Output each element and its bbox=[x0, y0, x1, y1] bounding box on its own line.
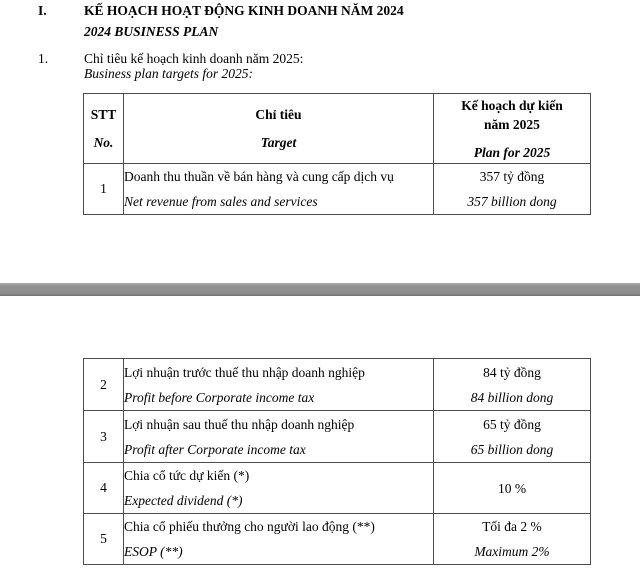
row-value bbox=[434, 411, 591, 463]
header-plan-en: Plan for 2025 bbox=[473, 144, 551, 160]
item-number: 1. bbox=[38, 51, 49, 66]
row-value bbox=[434, 164, 591, 215]
section-title-vi: KẾ HOẠCH HOẠT ĐỘNG KINH DOANH NĂM 2024 bbox=[84, 3, 404, 18]
value-en: 84 billion dong bbox=[470, 389, 554, 405]
header-plan-vi: Kế hoạch dự kiến năm 2025 bbox=[461, 97, 563, 132]
row-number: 4 bbox=[84, 463, 124, 514]
item-title-en-row bbox=[84, 66, 253, 81]
table-header-row bbox=[84, 94, 591, 164]
page-separator bbox=[0, 283, 640, 296]
header-no-en: No. bbox=[93, 135, 114, 150]
target-en: Profit before Corporate income tax bbox=[124, 389, 315, 405]
target-en: ESOP (**) bbox=[124, 544, 183, 559]
value-en: 65 billion dong bbox=[470, 441, 554, 457]
target-vi: Lợi nhuận trước thuế thu nhập doanh nghiệp bbox=[124, 364, 365, 380]
header-cell-target bbox=[124, 94, 434, 164]
header-target-en: Target bbox=[260, 135, 297, 150]
table-row bbox=[84, 514, 591, 565]
row-target bbox=[124, 514, 434, 565]
row-target bbox=[124, 411, 434, 463]
value-en: 357 billion dong bbox=[467, 194, 557, 209]
table-row bbox=[84, 463, 591, 514]
row-number: 1 bbox=[84, 164, 124, 215]
value-vi: 65 tỷ đồng bbox=[483, 416, 541, 432]
value-vi: 84 tỷ đồng bbox=[483, 364, 541, 380]
row-value bbox=[434, 514, 591, 565]
header-cell-plan bbox=[434, 94, 591, 164]
item-heading-row bbox=[38, 51, 303, 66]
row-target bbox=[124, 164, 434, 215]
row-value bbox=[434, 463, 591, 514]
table-row bbox=[84, 359, 591, 411]
target-en: Net revenue from sales and services bbox=[124, 194, 318, 209]
row-target bbox=[124, 463, 434, 514]
section-heading-row bbox=[38, 3, 404, 18]
value-vi: 10 % bbox=[497, 480, 527, 496]
header-target-vi: Chỉ tiêu bbox=[255, 107, 302, 122]
target-vi: Doanh thu thuần về bán hàng và cung cấp dịch vụ bbox=[124, 169, 394, 184]
table-row bbox=[84, 164, 591, 215]
row-value bbox=[434, 359, 591, 411]
row-number: 5 bbox=[84, 514, 124, 565]
row-number: 3 bbox=[84, 411, 124, 463]
header-cell-no bbox=[84, 94, 124, 164]
value-vi: Tối đa 2 % bbox=[482, 519, 542, 534]
business-plan-table-page1 bbox=[83, 93, 591, 215]
value-en: Maximum 2% bbox=[474, 544, 550, 559]
header-no-vi: STT bbox=[90, 107, 117, 122]
item-title-en: Business plan targets for 2025: bbox=[84, 66, 254, 81]
section-title-en: 2024 BUSINESS PLAN bbox=[84, 24, 219, 39]
target-en: Profit after Corporate income tax bbox=[124, 441, 306, 457]
target-vi: Chia cổ tức dự kiến (*) bbox=[124, 468, 250, 483]
section-title-en-row bbox=[84, 24, 218, 39]
table-row bbox=[84, 411, 591, 463]
row-number: 2 bbox=[84, 359, 124, 411]
value-vi: 357 tỷ đồng bbox=[479, 169, 545, 184]
item-title-vi: Chỉ tiêu kế hoạch kinh doanh năm 2025: bbox=[84, 51, 304, 66]
target-vi: Lợi nhuận sau thuế thu nhập doanh nghiệp bbox=[124, 416, 355, 432]
row-target bbox=[124, 359, 434, 411]
section-number: I. bbox=[38, 3, 47, 18]
target-vi: Chia cổ phiếu thưởng cho người lao động (**) bbox=[124, 519, 375, 534]
target-en: Expected dividend (*) bbox=[124, 493, 243, 508]
business-plan-table-page2 bbox=[83, 358, 591, 565]
